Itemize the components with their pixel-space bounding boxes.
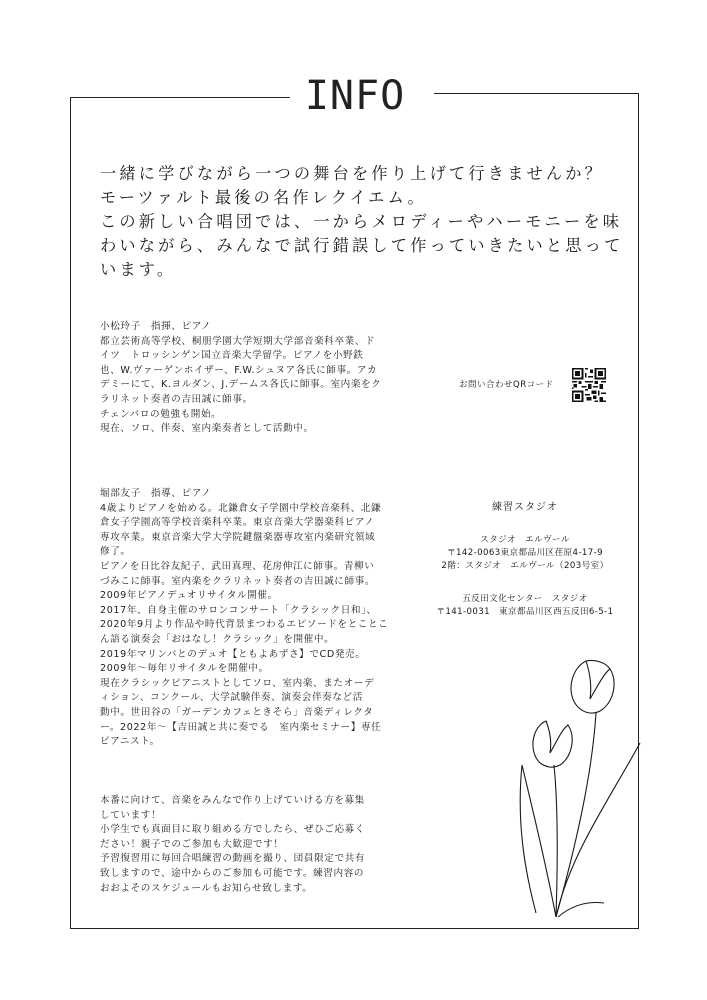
bio-line: 2019年マリンバとのデュオ【ともよあずさ】でCD発売。 <box>100 648 366 660</box>
page-title: INFO <box>290 66 420 126</box>
studio-elvool <box>430 534 620 573</box>
recruit-line: 小学生でも真面目に取り組める方でしたら、ぜひご応募く <box>100 824 366 836</box>
recruit-line: おおよそのスケジュールもお知らせ致します。 <box>100 882 313 894</box>
intro-line: います。 <box>100 260 177 279</box>
bio-line: 4歳よりピアノを始める。北鎌倉女子学園中学校音楽科、北鎌 <box>100 502 382 514</box>
bio-horibe <box>100 487 400 750</box>
intro-line: モーツァルト最後の名作レクイエム。 <box>100 188 427 207</box>
bio-line: 小松玲子 指揮、ピアノ <box>100 321 212 332</box>
recruit-line: しています！ <box>100 809 162 821</box>
bio-line: 倉女子学園高等学校音楽科卒業。東京音楽大学器楽科ピアノ <box>100 517 375 529</box>
bio-line: 修了。 <box>100 546 131 558</box>
bio-line: ー。2022年〜【吉田誠と共に奏でる 室内楽セミナー】専任 <box>100 721 382 733</box>
intro-line: 一緒に学びながら一つの舞台を作り上げて行きませんか？ <box>100 164 605 183</box>
bio-line: 動中。世田谷の「ガーデンカフェときそら」音楽ディレクタ <box>100 706 374 718</box>
bio-line: 2009年ピアノデュオリサイタル開催。 <box>100 590 278 602</box>
bio-line: イツ トロッシンゲン国立音楽大学留学。ピアノを小野鉄 <box>100 350 364 362</box>
bio-komatsu <box>100 320 400 437</box>
bio-line: ラリネット奏者の吉田誠に師事。 <box>100 393 253 405</box>
frame-bottom <box>70 928 639 929</box>
bio-line: 都立芸術高等学校、桐朋学園大学短期大学部音楽科卒業、ド <box>100 335 376 347</box>
bio-line: 堀部友子 指導、ピアノ <box>100 488 212 499</box>
bio-line: ピアニスト。 <box>100 736 160 748</box>
bio-line: 専攻卒業。東京音楽大学大学院鍵盤楽器専攻室内楽研究領域 <box>100 531 376 543</box>
recruit-line: ださい！親子でのご参加も大歓迎です！ <box>100 838 284 850</box>
studio-name: 五反田文化センター スタジオ <box>462 594 588 604</box>
intro-line: この新しい合唱団では、一からメロディーやハーモニーを味 <box>100 212 623 231</box>
bio-line: チェンバロの勉強も開始。 <box>100 408 222 420</box>
frame-left <box>70 97 71 929</box>
bio-line: ん語る演奏会「おはなし！クラシック」を開催中。 <box>100 633 335 645</box>
recruit-paragraph <box>100 794 400 896</box>
bio-line: 2009年〜毎年リサイタルを開催中。 <box>100 663 269 675</box>
intro-line: わいながら、みんなで試行錯誤して作っていきたいと思って <box>100 236 624 255</box>
qr-code-icon[interactable] <box>572 368 606 402</box>
intro-paragraph <box>100 162 624 282</box>
recruit-line: 予習復習用に毎回合唱練習の動画を撮り、団員限定で共有 <box>100 853 366 865</box>
tulip-illustration <box>496 655 642 923</box>
bio-line: 2020年9月より作品や時代背景まつわるエピソードをとことこ <box>100 619 389 631</box>
frame-top-left <box>70 97 296 98</box>
bio-line: 現在クラシックピアニストとしてソロ、室内楽、またオーデ <box>100 677 375 689</box>
bio-line: デミーにて、K.ヨルダン、J.デームス各氏に師事。室内楽をク <box>100 379 382 391</box>
studio-heading: 練習スタジオ <box>492 502 558 513</box>
studio-floor: 2階：スタジオ エルヴール（203号室） <box>441 561 609 571</box>
bio-line: づみこに師事。室内楽をクラリネット奏者の吉田誠に師事。 <box>100 575 376 587</box>
frame-top-right <box>434 93 639 94</box>
bio-line: 現在、ソロ、伴奏、室内楽奏者として活動中。 <box>100 423 314 435</box>
studio-gotanda <box>430 593 620 619</box>
recruit-line: 致しますので、途中からのご参加も可能です。練習内容の <box>100 867 365 879</box>
recruit-line: 本番に向けて、音楽をみんなで作り上げていける方を募集 <box>100 795 365 806</box>
bio-line: ィション、コンクール、大学試験伴奏、演奏会伴奏など活 <box>100 692 363 704</box>
studio-name: スタジオ エルヴール <box>480 535 570 545</box>
bio-line: 2017年、自身主催のサロンコンサート「クラシック日和」、 <box>100 604 377 616</box>
bio-line: ピアノを日比谷友紀子、武田真理、花房伸江に師事。青柳い <box>100 560 375 572</box>
bio-line: 也、W.ヴァーゲンホイザー、F.W.シュヌア各氏に師事。アカ <box>100 364 378 376</box>
studio-address: 〒142-0063東京都品川区荏原4-17-9 <box>447 548 603 558</box>
qr-label: お問い合わせQRコード <box>459 380 554 390</box>
studio-address: 〒141-0031 東京都品川区西五反田6-5-1 <box>436 607 614 617</box>
